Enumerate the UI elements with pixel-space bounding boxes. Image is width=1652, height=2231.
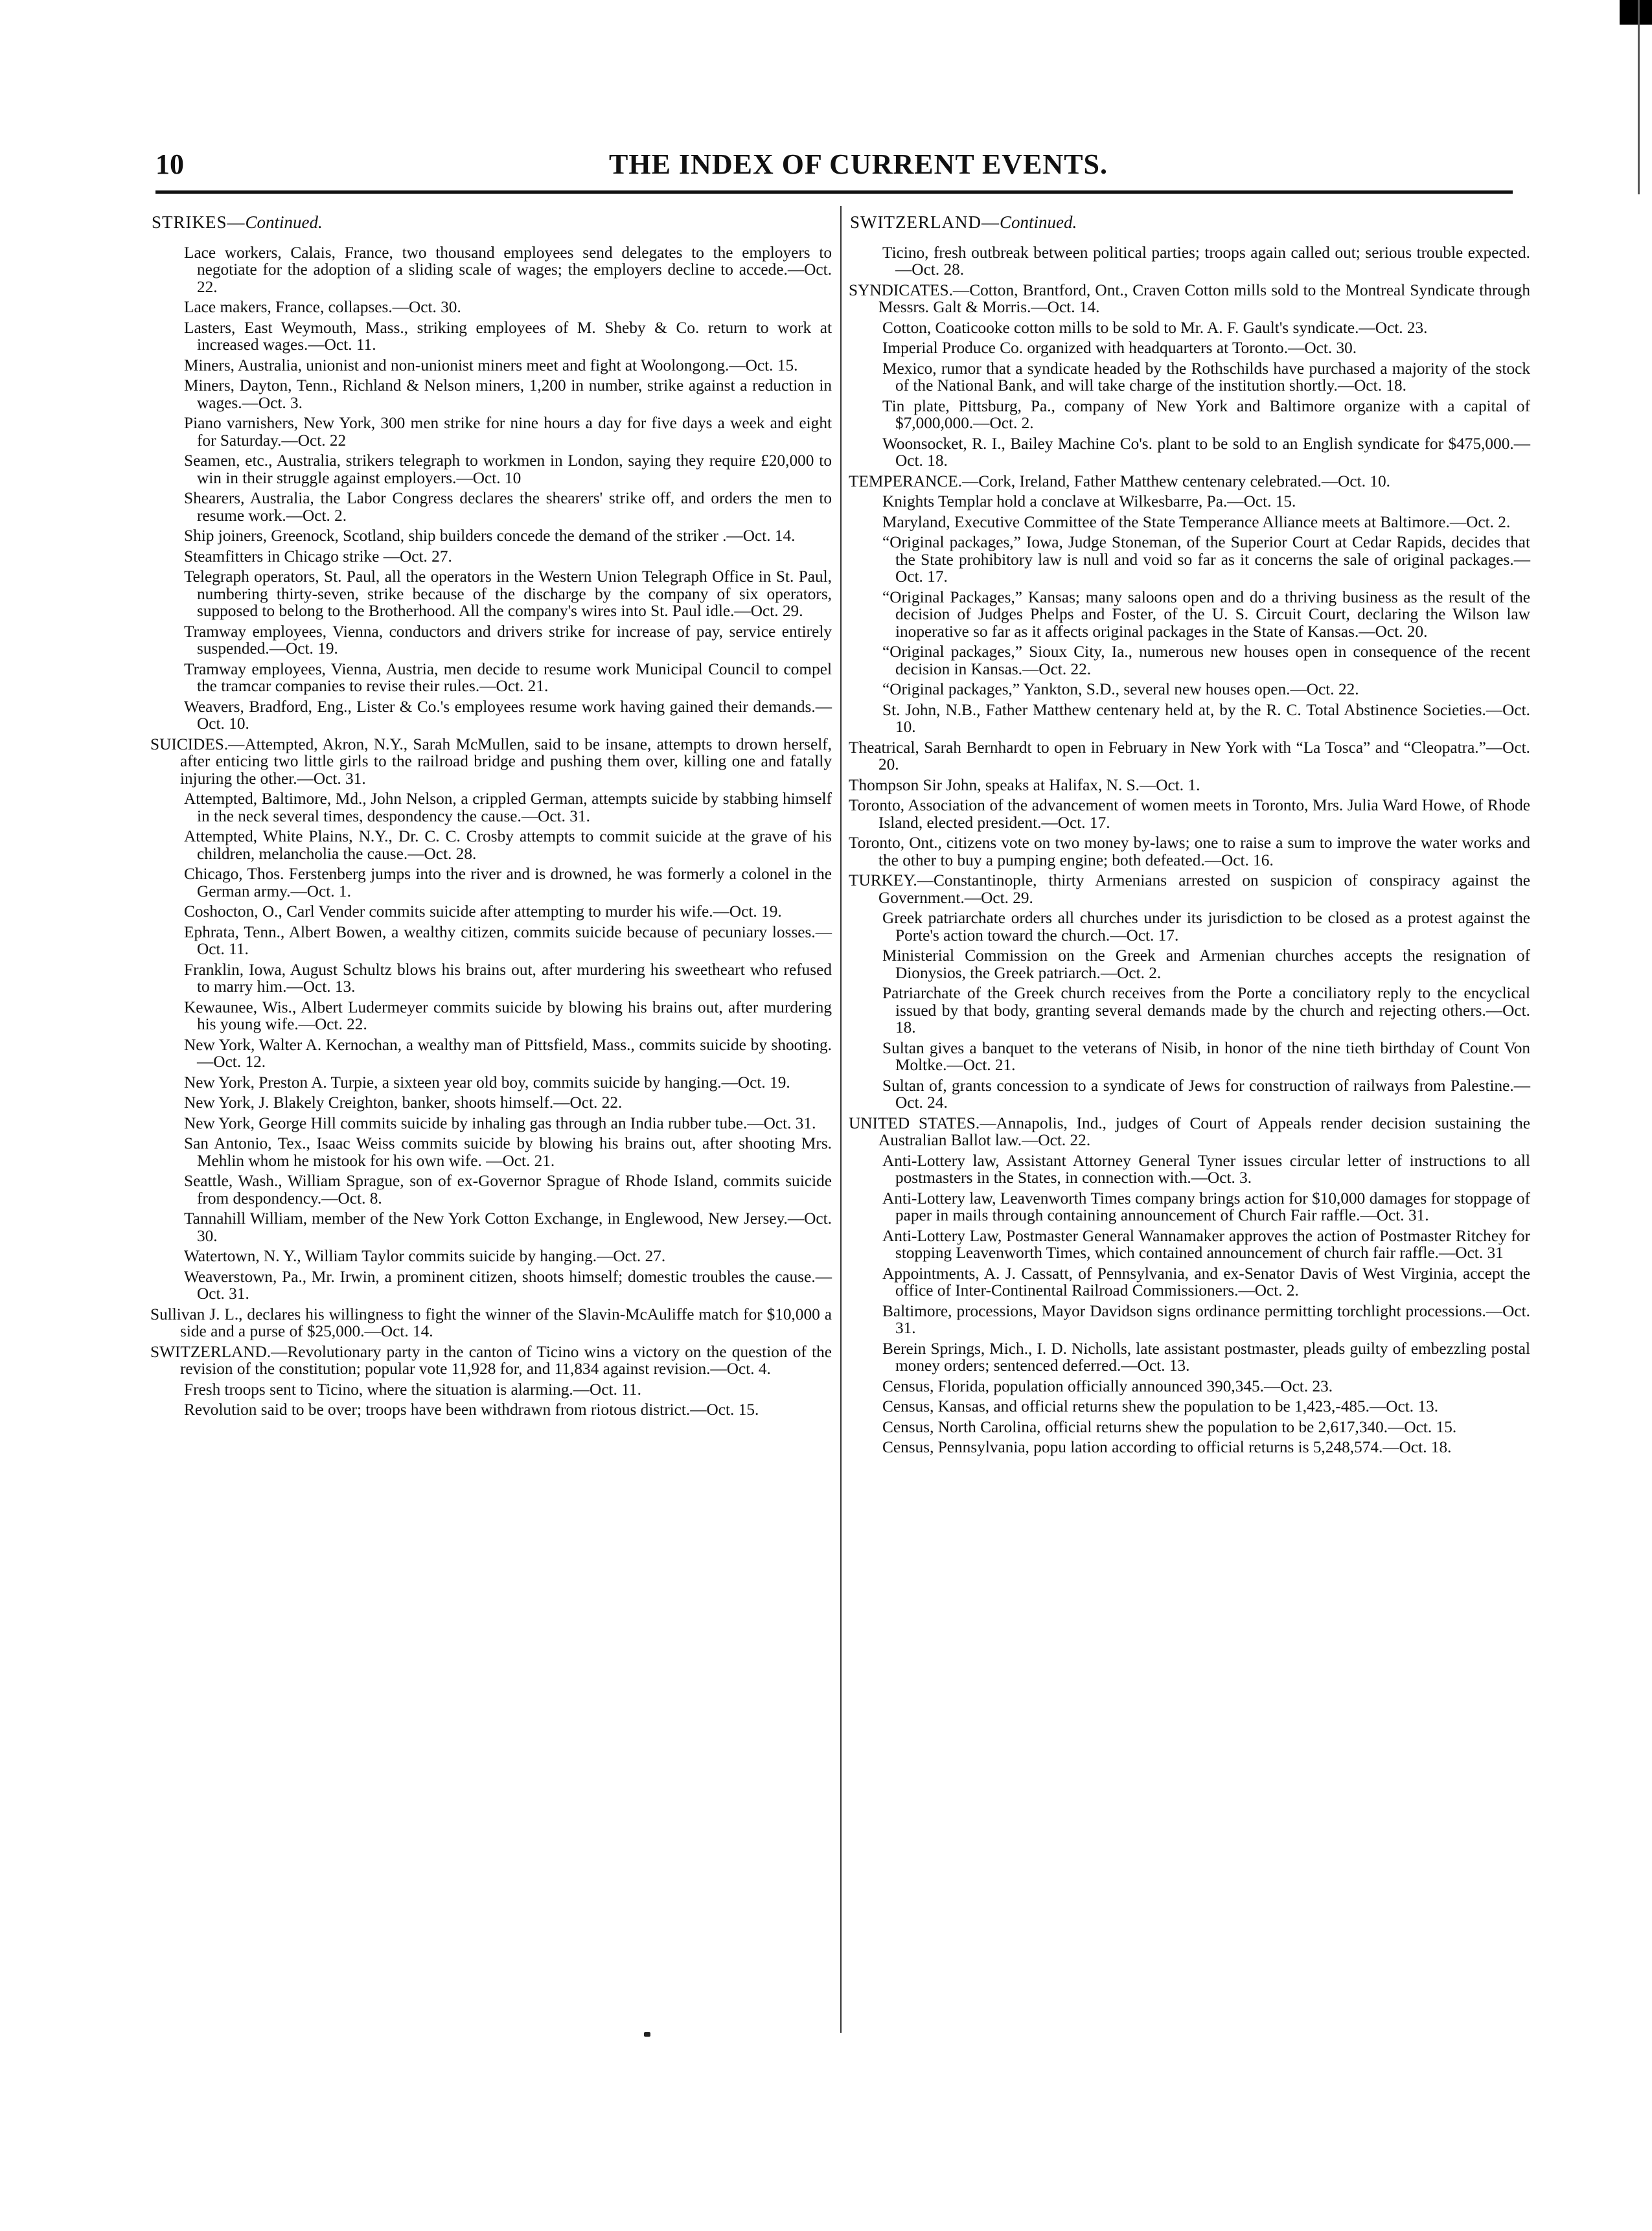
index-entry: Census, Pennsylvania, popu lation according to official returns is 5,248,574.—Oct. 18. [882, 1438, 1452, 1456]
index-heading-entry: Thompson Sir John, speaks at Halifax, N. S.—Oct. 1. [849, 775, 1200, 794]
index-entry: Ministerial Commission on the Greek and Armenian churches accepts the resignation of Dionysios, the Greek patriarch.—Oct. 2. [882, 946, 1530, 982]
index-entry: Franklin, Iowa, August Schultz blows his brains out, after murdering his sweetheart who refused to marry him.—Oct. 13. [184, 960, 832, 996]
page-header [155, 148, 1513, 187]
ink-speck [644, 2032, 650, 2037]
index-entry: Greek patriarchate orders all churches under its jurisdiction to be closed as a protest against the Porte's action toward the church.—Oct. 17. [882, 909, 1530, 944]
index-entry: Weavers, Bradford, Eng., Lister & Co.'s employees resume work having gained their demands.—Oct. 10. [184, 697, 832, 733]
index-entry: Piano varnishers, New York, 300 men strike for nine hours a day for five days a week and eight for Saturday.—Oct. 22 [184, 414, 832, 450]
index-entry: Miners, Australia, unionist and non-unionist miners meet and fight at Woolongong.—Oct. 15. [184, 356, 798, 374]
index-entry: Watertown, N. Y., William Taylor commits suicide by hanging.—Oct. 27. [184, 1247, 666, 1265]
index-entry: St. John, N.B., Father Matthew centenary held at, by the R. C. Total Abstinence Societies.—Oct. 10. [882, 700, 1530, 736]
index-entry: Sultan gives a banquet to the veterans of Nisib, in honor of the nine tieth birthday of Count Von Moltke.—Oct. 21. [882, 1038, 1530, 1074]
scan-edge-mark [1620, 0, 1652, 25]
index-entry: Sultan of, grants concession to a syndicate of Jews for construction of railways from Palestine.—Oct. 24. [882, 1076, 1530, 1112]
index-entry: “Original packages,” Sioux City, Ia., numerous new houses open in consequence of the recent decision in Kansas.—Oct. 22. [882, 643, 1530, 678]
index-heading-entry: Theatrical, Sarah Bernhardt to open in February in New York with “La Tosca” and “Cleopatra.”—Oct. 20. [849, 738, 1530, 773]
index-entry: Census, Florida, population officially announced 390,345.—Oct. 23. [882, 1377, 1333, 1395]
index-entry: Lace workers, Calais, France, two thousand employees send delegates to the employers to negotiate for the adoption of a sliding scale of wages; the employers decline to accede.—Oct. 22. [184, 243, 832, 296]
index-entry: New York, George Hill commits suicide by inhaling gas through an India rubber tube.—Oct. 31. [184, 1114, 816, 1132]
index-entry: Tramway employees, Vienna, Austria, men decide to resume work Municipal Council to compel the tramcar companies to revise their rules.—Oct. 21. [184, 659, 832, 695]
index-entry: Ship joiners, Greenock, Scotland, ship builders concede the demand of the striker .—Oct. 14. [184, 527, 796, 545]
index-entry: New York, Walter A. Kernochan, a wealthy man of Pittsfield, Mass., commits suicide by shooting.—Oct. 12. [184, 1035, 832, 1071]
index-entry: Lace makers, France, collapses.—Oct. 30. [184, 298, 461, 316]
index-entry: Tin plate, Pittsburg, Pa., company of New York and Baltimore organize with a capital of $7,000,000.—Oct. 2. [882, 396, 1530, 432]
index-entry: Seamen, etc., Australia, strikers telegraph to workmen in London, saying they require £20,000 to win in their struggle against employers.—Oct. 10 [184, 452, 832, 487]
heading-label: SWITZERLAND— [850, 212, 1000, 232]
index-entry: Coshocton, O., Carl Vender commits suicide after attempting to murder his wife.—Oct. 19. [184, 902, 782, 921]
index-entry: Attempted, White Plains, N.Y., Dr. C. C. Crosby attempts to commit suicide at the grave of his children, melancholia the cause.—Oct. 28. [184, 827, 832, 863]
index-entry: San Antonio, Tex., Isaac Weiss commits suicide by blowing his brains out, after shooting Mrs. Mehlin whom he mistook for his own wife. —Oct. 21. [184, 1134, 832, 1170]
index-entry: Tramway employees, Vienna, conductors and drivers strike for increase of pay, service entirely suspended.—Oct. 19. [184, 622, 832, 658]
index-entry: Ephrata, Tenn., Albert Bowen, a wealthy citizen, commits suicide because of pecuniary losses.—Oct. 11. [184, 922, 832, 958]
index-heading-entry: TEMPERANCE.—Cork, Ireland, Father Matthew centenary celebrated.—Oct. 10. [849, 472, 1390, 490]
index-entry: Weaverstown, Pa., Mr. Irwin, a prominent citizen, shoots himself; domestic troubles the cause.—Oct. 31. [184, 1267, 832, 1303]
index-heading-entry: SWITZERLAND.—Revolutionary party in the canton of Ticino wins a victory on the question of the revision of the constitution; popular vote 11,928 for, and 11,834 against revision.—Oct. 4. [150, 1342, 832, 1378]
index-entry: Revolution said to be over; troops have been withdrawn from riotous district.—Oct. 15. [184, 1401, 759, 1419]
index-heading-entry: SUICIDES.—Attempted, Akron, N.Y., Sarah McMullen, said to be insane, attempts to drown herself, after enticing two little girls to the railroad bridge and pushing them over, killing one and fatally injuring the other.—Oct. 31. [150, 735, 832, 788]
header-rule [155, 190, 1513, 194]
index-entry: Census, Kansas, and official returns shew the population to be 1,423,-485.—Oct. 13. [882, 1397, 1439, 1415]
index-entry: Kewaunee, Wis., Albert Ludermeyer commits suicide by blowing his brains out, after murdering his young wife.—Oct. 22. [184, 998, 832, 1033]
right-column-heading [849, 214, 1530, 231]
heading-continued: Continued. [999, 212, 1077, 232]
index-entry: Patriarchate of the Greek church receives from the Porte a conciliatory reply to the encyclical issued by that body, granting several demands made by the church and rejecting others.—Oct. 18. [882, 984, 1530, 1036]
index-entry: Steamfitters in Chicago strike —Oct. 27. [184, 547, 452, 566]
index-entry: Anti-Lottery law, Leavenworth Times company brings action for $10,000 damages for stoppage of paper in mails through containing announcement of Church Fair raffle.—Oct. 31. [882, 1189, 1530, 1224]
scan-edge-line [1638, 0, 1640, 194]
index-entry: Seattle, Wash., William Sprague, son of ex-Governor Sprague of Rhode Island, commits suicide from despondency.—Oct. 8. [184, 1172, 832, 1207]
left-column [150, 214, 832, 1422]
index-entry: Mexico, rumor that a syndicate headed by the Rothschilds have purchased a majority of the stock of the National Bank, and will take charge of the institution shortly.—Oct. 18. [882, 359, 1530, 395]
index-entry: “Original Packages,” Kansas; many saloons open and do a thriving business as the result of the decision of Judges Phelps and Foster, of the U. S. Circuit Court, declaring the Wilson law inoperative so far as it affects original packages in the State of Kansas.—Oct. 20. [882, 588, 1530, 641]
left-column-heading [150, 214, 832, 231]
right-entries [849, 244, 1530, 1456]
index-entry: Maryland, Executive Committee of the State Temperance Alliance meets at Baltimore.—Oct. 2. [882, 512, 1511, 531]
heading-label: STRIKES— [152, 212, 246, 232]
index-heading-entry: Sullivan J. L., declares his willingness to fight the winner of the Slavin-McAuliffe match for $10,000 a side and a purse of $25,000.—Oct. 14. [150, 1305, 832, 1340]
index-entry: Telegraph operators, St. Paul, all the operators in the Western Union Telegraph Office in St. Paul, numbering thirty-seven, strike because of the discharge by the company of six operators, supposed to belong to the Brotherhood. All the company's wires into St. Paul idle.—Oct. 29. [184, 567, 832, 620]
index-entry: Attempted, Baltimore, Md., John Nelson, a crippled German, attempts suicide by stabbing himself in the neck several times, despondency the cause.—Oct. 31. [184, 790, 832, 825]
index-entry: Census, North Carolina, official returns shew the population to be 2,617,340.—Oct. 15. [882, 1417, 1457, 1436]
index-entry: Shearers, Australia, the Labor Congress declares the shearers' strike off, and orders the men to resume work.—Oct. 2. [184, 489, 832, 525]
index-entry: Baltimore, processions, Mayor Davidson signs ordinance permitting torchlight processions.—Oct. 31. [882, 1301, 1530, 1337]
index-entry: Tannahill William, member of the New York Cotton Exchange, in Englewood, New Jersey.—Oct. 30. [184, 1209, 832, 1245]
index-entry: Anti-Lottery Law, Postmaster General Wannamaker approves the action of Postmaster Ritchey for stopping Leavenworth Times, which contained announcement of church fair raffle.—Oct. 31 [882, 1226, 1530, 1262]
index-entry: Woonsocket, R. I., Bailey Machine Co's. plant to be sold to an English syndicate for $475,000.—Oct. 18. [882, 434, 1530, 470]
index-entry: Ticino, fresh outbreak between political parties; troops again called out; serious trouble expected.—Oct. 28. [882, 243, 1530, 279]
right-column [849, 214, 1530, 1459]
page-title: THE INDEX OF CURRENT EVENTS. [609, 148, 1108, 180]
index-entry: “Original packages,” Yankton, S.D., several new houses open.—Oct. 22. [882, 680, 1359, 698]
index-entry: New York, Preston A. Turpie, a sixteen year old boy, commits suicide by hanging.—Oct. 19. [184, 1073, 790, 1092]
index-entry: Fresh troops sent to Ticino, where the situation is alarming.—Oct. 11. [184, 1380, 641, 1399]
index-heading-entry: Toronto, Ont., citizens vote on two money by-laws; one to raise a sum to improve the water works and the other to buy a pumping engine; both defeated.—Oct. 16. [849, 834, 1530, 869]
index-heading-entry: TURKEY.—Constantinople, thirty Armenians arrested on suspicion of conspiracy against the Government.—Oct. 29. [849, 871, 1530, 907]
index-entry: Anti-Lottery law, Assistant Attorney General Tyner issues circular letter of instructions to all postmasters in the States, in connection with.—Oct. 3. [882, 1151, 1530, 1187]
index-entry: Chicago, Thos. Ferstenberg jumps into the river and is drowned, he was formerly a colonel in the German army.—Oct. 1. [184, 865, 832, 900]
page-number: 10 [155, 148, 184, 180]
index-entry: Miners, Dayton, Tenn., Richland & Nelson miners, 1,200 in number, strike against a reduction in wages.—Oct. 3. [184, 376, 832, 412]
index-entry: Cotton, Coaticooke cotton mills to be sold to Mr. A. F. Gault's syndicate.—Oct. 23. [882, 318, 1428, 337]
index-entry: New York, J. Blakely Creighton, banker, shoots himself.—Oct. 22. [184, 1093, 623, 1112]
index-heading-entry: UNITED STATES.—Annapolis, Ind., judges of Court of Appeals render decision sustaining the Australian Ballot law.—Oct. 22. [849, 1114, 1530, 1149]
index-entry: Knights Templar hold a conclave at Wilkesbarre, Pa.—Oct. 15. [882, 492, 1296, 510]
index-entry: Berein Springs, Mich., I. D. Nicholls, late assistant postmaster, pleads guilty of embezzling postal money orders; sentenced deferred.—Oct. 13. [882, 1339, 1530, 1375]
index-entry: Lasters, East Weymouth, Mass., striking employees of M. Sheby & Co. return to work at increased wages.—Oct. 11. [184, 318, 832, 354]
index-entry: Appointments, A. J. Cassatt, of Pennsylvania, and ex-Senator Davis of West Virginia, accept the office of Inter-Continental Railroad Commissioners.—Oct. 2. [882, 1264, 1530, 1299]
index-entry: Imperial Produce Co. organized with headquarters at Toronto.—Oct. 30. [882, 339, 1357, 357]
column-divider [840, 206, 842, 2033]
left-entries [150, 244, 832, 1419]
index-heading-entry: SYNDICATES.—Cotton, Brantford, Ont., Craven Cotton mills sold to the Montreal Syndicate through Messrs. Galt & Morris.—Oct. 14. [849, 280, 1530, 316]
index-entry: “Original packages,” Iowa, Judge Stoneman, of the Superior Court at Cedar Rapids, decides that the State prohibitory law is null and void so far as it concerns the sale of original packages.—Oct. 17. [882, 533, 1530, 586]
index-heading-entry: Toronto, Association of the advancement of women meets in Toronto, Mrs. Julia Ward Howe, of Rhode Island, elected president.—Oct. 17. [849, 796, 1530, 832]
heading-continued: Continued. [245, 212, 323, 232]
